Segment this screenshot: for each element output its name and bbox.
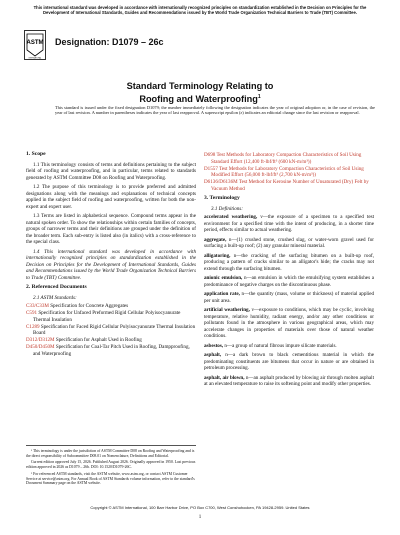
para-1-4: 1.4 This international standard was developed in accordance with internationally recognized principles on standardization established in the Decision on Principles for the Development of International Standards, Guides and Recommendations issued by the World Trade Organization Technical Barriers to Trade (TBT) Committee. (26, 248, 196, 281)
term-name: asbestos, (204, 342, 224, 349)
astm-standards-subheading: 2.1 ASTM Standards: (33, 294, 77, 301)
ref-link[interactable]: D698 (204, 152, 216, 158)
term-name: aggregate, (204, 236, 227, 243)
ref-link[interactable]: D312/D312M (26, 337, 55, 343)
footnote-1-edition: Current edition approved July 15, 2026. Published August 2026. Originally approved in 1950. Last previous edition approved in 2026 as D1079 – 26b. DOI: 10.1520/D1079-26C. (26, 460, 196, 470)
ref-item (26, 310, 196, 323)
ref-item (204, 179, 374, 192)
intro-notice: This standard is issued under the fixed designation D1079; the number immediately following the designation indicates the year of original adoption or, in the case of revision, the year of last revision. A number in parentheses indicates the year of last reapproval. A superscript epsilon (ε) indicates an editorial change since the last revision or reapproval. (55, 105, 375, 116)
ref-text: Specification for Coal-Tar Pitch Used in Roofing, Dampproofing, and Waterproofing (33, 344, 190, 357)
term-entry (204, 307, 374, 340)
term-name: accelerated weathering, (204, 214, 258, 220)
ref-link[interactable]: D6136/D6136M (204, 179, 238, 185)
term-definition: n—an emulsion in which the emulsifying system establishes a predominance of negative charges on the discontinuous phase. (204, 275, 374, 288)
title-line-2-text: Roofing and Waterproofing (139, 94, 258, 105)
terminology-heading: 3. Terminology (204, 195, 240, 201)
ref-link[interactable]: C33/C33M (26, 303, 49, 309)
term-definition: v—exposure to conditions, which may be cyclic, involving temperature, relative humidity, radiant energy, and/or any other conditions or pollutants found in the atmosphere in various geographical areas, which may accelerate changes in properties of materials over those of natural weather conditions. (204, 307, 374, 339)
title-line-1: Standard Terminology Relating to (126, 81, 274, 91)
scope-heading: 1. Scope (26, 151, 46, 157)
footnote-1: ¹ This terminology is under the jurisdiction of ASTM Committee D08 on Roofing and Waterproofing and is the direct responsibility of Subcommittee D08.01 on Nomenclature, Definitions and Editorial. (26, 449, 195, 458)
term-name: artificial weathering, (204, 307, 250, 313)
page-number: 1 (198, 515, 202, 520)
copyright-line: Copyright © ASTM International, 100 Barr Harbor Drive, PO Box C700, West Conshohocken, PA 19428-2959. United States (90, 505, 310, 510)
tbt-banner: This international standard was developed in accordance with internationally recognized principles on standardization established in the Decision on Principles for the Development of International Standards, Guides and Recommendations issued by the World Trade Organization Technical Barriers to Trade (TBT) Committee. (33, 5, 367, 15)
term-name: alligatoring, (204, 252, 231, 259)
ref-text[interactable]: Test Methods for Laboratory Compaction Characteristics of Soil Using Modified Effort (56,000 ft-lbf/ft³ (2,700 kN-m/m³)) (211, 165, 364, 178)
term-entry (204, 343, 374, 350)
term-entry (204, 253, 374, 273)
term-definition: n—an asphalt produced by blowing air through molten asphalt at an elevated temperature to raise its softening point and modify other properties. (204, 374, 375, 387)
term-definition: n—the cracking of the surfacing bitumen on a built-up roof, producing a pattern of cracks similar to an alligator's hide; the cracks may not extend through the surfacing bitumen. (204, 252, 374, 272)
term-name: application rate, (204, 291, 240, 297)
term-entry (204, 237, 374, 250)
ref-text: Specification for Unfaced Preformed Rigid Cellular Polyisocyanurate Thermal Insulation (33, 310, 181, 323)
term-definition: n—the quantity (mass, volume or thickness) of material applied per unit area. (204, 291, 374, 304)
definitions-subheading: 3.1 Definitions: (211, 205, 243, 212)
term-definition: v—the exposure of a specimen to a specified test environment for a specified time with the intent of producing, in a shorter time period, effects similar to actual weathering. (204, 214, 375, 233)
term-entry (204, 375, 374, 388)
ref-link[interactable]: C591 (26, 310, 38, 316)
term-entry (204, 275, 374, 288)
document-title (0, 81, 400, 105)
referenced-docs-heading: 2. Referenced Documents (26, 284, 87, 290)
ref-item (26, 337, 196, 344)
footnotes (26, 445, 196, 488)
term-definition: n—a group of natural fibrous impure silicate materials. (223, 342, 337, 349)
title-footnote-mark: 1 (257, 94, 261, 100)
term-entry (204, 214, 374, 234)
ref-item (26, 303, 196, 310)
ref-link[interactable]: D1557 (204, 165, 218, 172)
ref-item (26, 344, 196, 357)
ref-item (204, 166, 374, 179)
svg-text:ASTM: ASTM (26, 40, 44, 46)
term-definition: n—a dark brown to black cementitious material in which the predominating constituents are bitumens that occur in nature or are obtained in petroleum processing. (204, 352, 374, 371)
astm-logo-icon (24, 30, 46, 60)
left-column (26, 148, 196, 358)
term-entry (204, 352, 374, 372)
ref-item (204, 152, 374, 165)
para-1-2: 1.2 The purpose of this terminology is to provide preferred and admitted designations along with the meanings and explanations of technical concepts applied in the subject field of roofing and waterproofing, written for both the non-expert and expert user. (26, 184, 196, 210)
ref-text: Specification for Concrete Aggregates (50, 303, 129, 309)
designation: Designation: D1079 – 26c (55, 37, 164, 47)
para-1-3: 1.3 Terms are listed in alphabetical sequence. Compound terms appear in the natural spoken order. To show the relationships within certain families of concepts, groups of narrower terms and their definitions are grouped under the definition of the broader term. Each sub-entry is listed also (in italics) with a cross-reference to the special class. (26, 213, 196, 245)
ref-text: Specification for Asphalt Used in Roofing (55, 337, 142, 343)
term-definition: n—(1) crushed stone, crushed slag, or water-worn gravel used for surfacing a built-up roof; (2) any granular mineral material. (204, 236, 374, 249)
term-name: anionic emulsion, (204, 275, 243, 281)
ref-link[interactable]: C1289 (26, 323, 40, 330)
ref-text[interactable]: Test Methods for Laboratory Compaction Characteristics of Soil Using Standard Effort (12,400 ft-lbf/ft³ (600 kN-m/m³)) (211, 152, 362, 165)
para-1-1: 1.1 This terminology consists of terms and definitions pertaining to the subject field of roofing and waterproofing, and in particular, terms related to standards generated by ASTM Committee D08 on Roofing and Waterproofing. (26, 161, 196, 181)
term-entry (204, 291, 374, 304)
term-name: asphalt, air blown, (204, 374, 245, 381)
ref-link[interactable]: D450/D450M (26, 344, 55, 350)
right-column (204, 152, 374, 391)
svg-text:INTERNATIONAL: INTERNATIONAL (28, 58, 42, 60)
footnote-2: ² For referenced ASTM standards, visit the ASTM website, www.astm.org, or contact ASTM Customer Service at service@astm.org. For Annual Book of ASTM Standards volume information, refer to the standard's Document Summary page on the ASTM website. (26, 471, 195, 486)
ref-text: Specification for Faced Rigid Cellular Polyisocyanurate Thermal Insulation Board (33, 323, 196, 336)
title-line-2 (0, 92, 400, 105)
ref-text[interactable]: Test Method for Kerosine Number of Unsaturated (Dry) Felt by Vacuum Method (211, 179, 369, 192)
ref-item (26, 324, 196, 337)
term-name: asphalt, (204, 352, 222, 358)
